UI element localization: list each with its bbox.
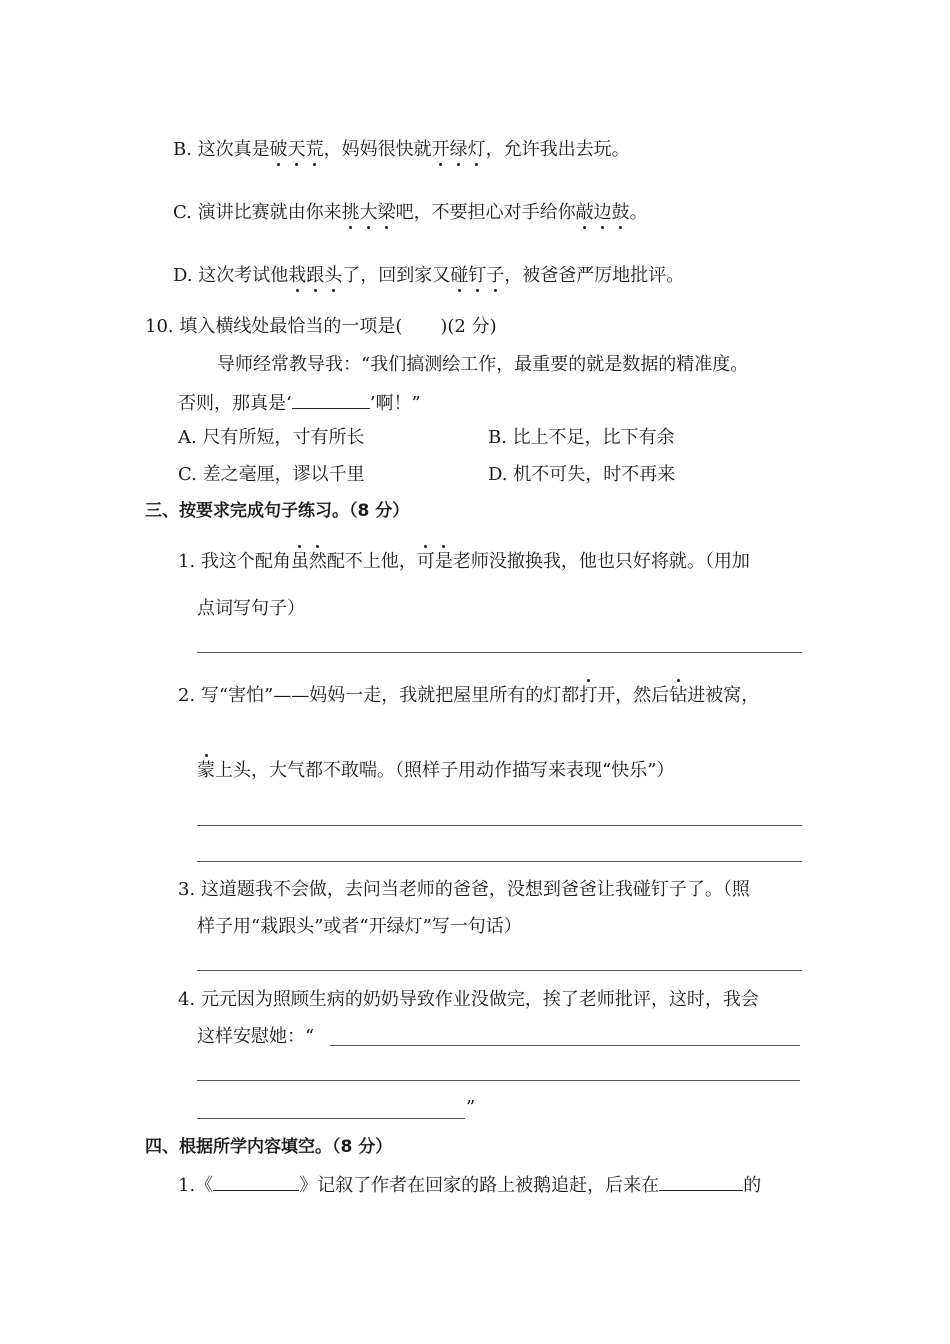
sec3-q1-line-1: 1. 我这个配角虽然配不上他，可是老师没撤换我，他也只好将就。（用加 bbox=[178, 551, 750, 572]
answer-blank[interactable] bbox=[292, 390, 370, 409]
q10-passage-line-2: 否则，那真是‘ ’啊！” bbox=[178, 390, 421, 416]
emphasis-char: 钻 bbox=[669, 685, 688, 706]
answer-line[interactable] bbox=[197, 861, 802, 862]
emphasis-char: 然 bbox=[308, 551, 327, 572]
emphasis-char: 破 bbox=[269, 139, 288, 160]
sec3-q1-line-2: 点词写句子） bbox=[197, 598, 305, 619]
emphasis-word bbox=[669, 685, 687, 706]
emphasis-char: 跟 bbox=[306, 265, 325, 286]
emphasis-char: 大 bbox=[359, 202, 378, 223]
closing-quote: ” bbox=[466, 1097, 476, 1118]
emphasis-word bbox=[450, 265, 504, 286]
emphasis-word bbox=[417, 551, 453, 572]
emphasis-char: 天 bbox=[287, 139, 306, 160]
sec4-q1-line-1: 1.《 》记叙了作者在回家的路上被鹅追赶，后来在 的 bbox=[178, 1172, 761, 1198]
section-3-title: 三、按要求完成句子练习。（8 分） bbox=[145, 501, 410, 521]
emphasis-char: 可 bbox=[416, 551, 435, 572]
q9-option-b: B. 这次真是破天荒，妈妈很快就开绿灯，允许我出去玩。 bbox=[173, 139, 630, 160]
sec3-q2-line-2: 蒙上头，大气都不敢喘。（照样子用动作描写来表现“快乐”） bbox=[197, 760, 675, 781]
emphasis-word bbox=[291, 551, 327, 572]
emphasis-char: 挑 bbox=[341, 202, 360, 223]
emphasis-char: 边 bbox=[593, 202, 612, 223]
emphasis-word bbox=[288, 265, 342, 286]
emphasis-char: 敲 bbox=[575, 202, 594, 223]
emphasis-char: 荒 bbox=[305, 139, 324, 160]
answer-line[interactable] bbox=[330, 1045, 800, 1046]
emphasis-word bbox=[342, 202, 396, 223]
emphasis-word bbox=[576, 202, 630, 223]
emphasis-char: 头 bbox=[324, 265, 343, 286]
q9-option-c: C. 演讲比赛就由你来挑大梁吧，不要担心对手给你敲边鼓。 bbox=[173, 202, 648, 223]
sec3-q3-line-2: 样子用“栽跟头”或者“开绿灯”写一句话） bbox=[197, 916, 522, 937]
q9-option-d: D. 这次考试他栽跟头了，回到家又碰钉子，被爸爸严厉地批评。 bbox=[173, 265, 685, 286]
emphasis-char: 虽 bbox=[290, 551, 309, 572]
answer-line[interactable] bbox=[197, 970, 802, 971]
answer-blank[interactable] bbox=[213, 1172, 299, 1191]
answer-blank[interactable] bbox=[659, 1172, 743, 1191]
emphasis-char: 是 bbox=[434, 551, 453, 572]
emphasis-char: 蒙 bbox=[197, 760, 215, 781]
sec3-q4-line-2: 这样安慰她：“ bbox=[197, 1026, 315, 1047]
emphasis-char: 子 bbox=[486, 265, 505, 286]
emphasis-char: 梁 bbox=[377, 202, 396, 223]
q10-option-b: B. 比上不足，比下有余 bbox=[488, 427, 675, 448]
sec3-q4-line-1: 4. 元元因为照顾生病的奶奶导致作业没做完，挨了老师批评，这时，我会 bbox=[178, 989, 759, 1010]
emphasis-word bbox=[197, 760, 215, 781]
emphasis-char: 灯 bbox=[467, 139, 486, 160]
answer-line[interactable] bbox=[197, 825, 802, 826]
section-4-title: 四、根据所学内容填空。（8 分） bbox=[145, 1137, 393, 1157]
q10-option-a: A. 尺有所短，寸有所长 bbox=[178, 427, 365, 448]
q10-stem: 10. 填入横线处最恰当的一项是( )(2 分) bbox=[145, 316, 497, 337]
emphasis-char: 打 bbox=[579, 685, 598, 706]
sec3-q3-line-1: 3. 这道题我不会做，去问当老师的爸爸，没想到爸爸让我碰钉子了。（照 bbox=[178, 879, 750, 900]
q10-option-c: C. 差之毫厘，谬以千里 bbox=[178, 464, 365, 485]
emphasis-char: 鼓 bbox=[611, 202, 630, 223]
answer-line[interactable] bbox=[197, 652, 802, 653]
emphasis-char: 开 bbox=[431, 139, 450, 160]
sec3-q2-line-1: 2. 写“害怕”——妈妈一走，我就把屋里所有的灯都打开，然后钻进被窝， bbox=[178, 685, 760, 706]
emphasis-word bbox=[270, 139, 324, 160]
emphasis-word bbox=[579, 685, 597, 706]
q10-passage-line-1: 导师经常教导我：“我们搞测绘工作，最重要的就是数据的精准度。 bbox=[217, 354, 749, 375]
emphasis-char: 碰 bbox=[450, 265, 469, 286]
answer-line[interactable] bbox=[197, 1118, 465, 1119]
answer-line[interactable] bbox=[197, 1080, 800, 1081]
emphasis-char: 栽 bbox=[288, 265, 307, 286]
q10-option-d: D. 机不可失，时不再来 bbox=[488, 464, 676, 485]
emphasis-word bbox=[432, 139, 486, 160]
emphasis-char: 绿 bbox=[449, 139, 468, 160]
emphasis-char: 钉 bbox=[468, 265, 487, 286]
